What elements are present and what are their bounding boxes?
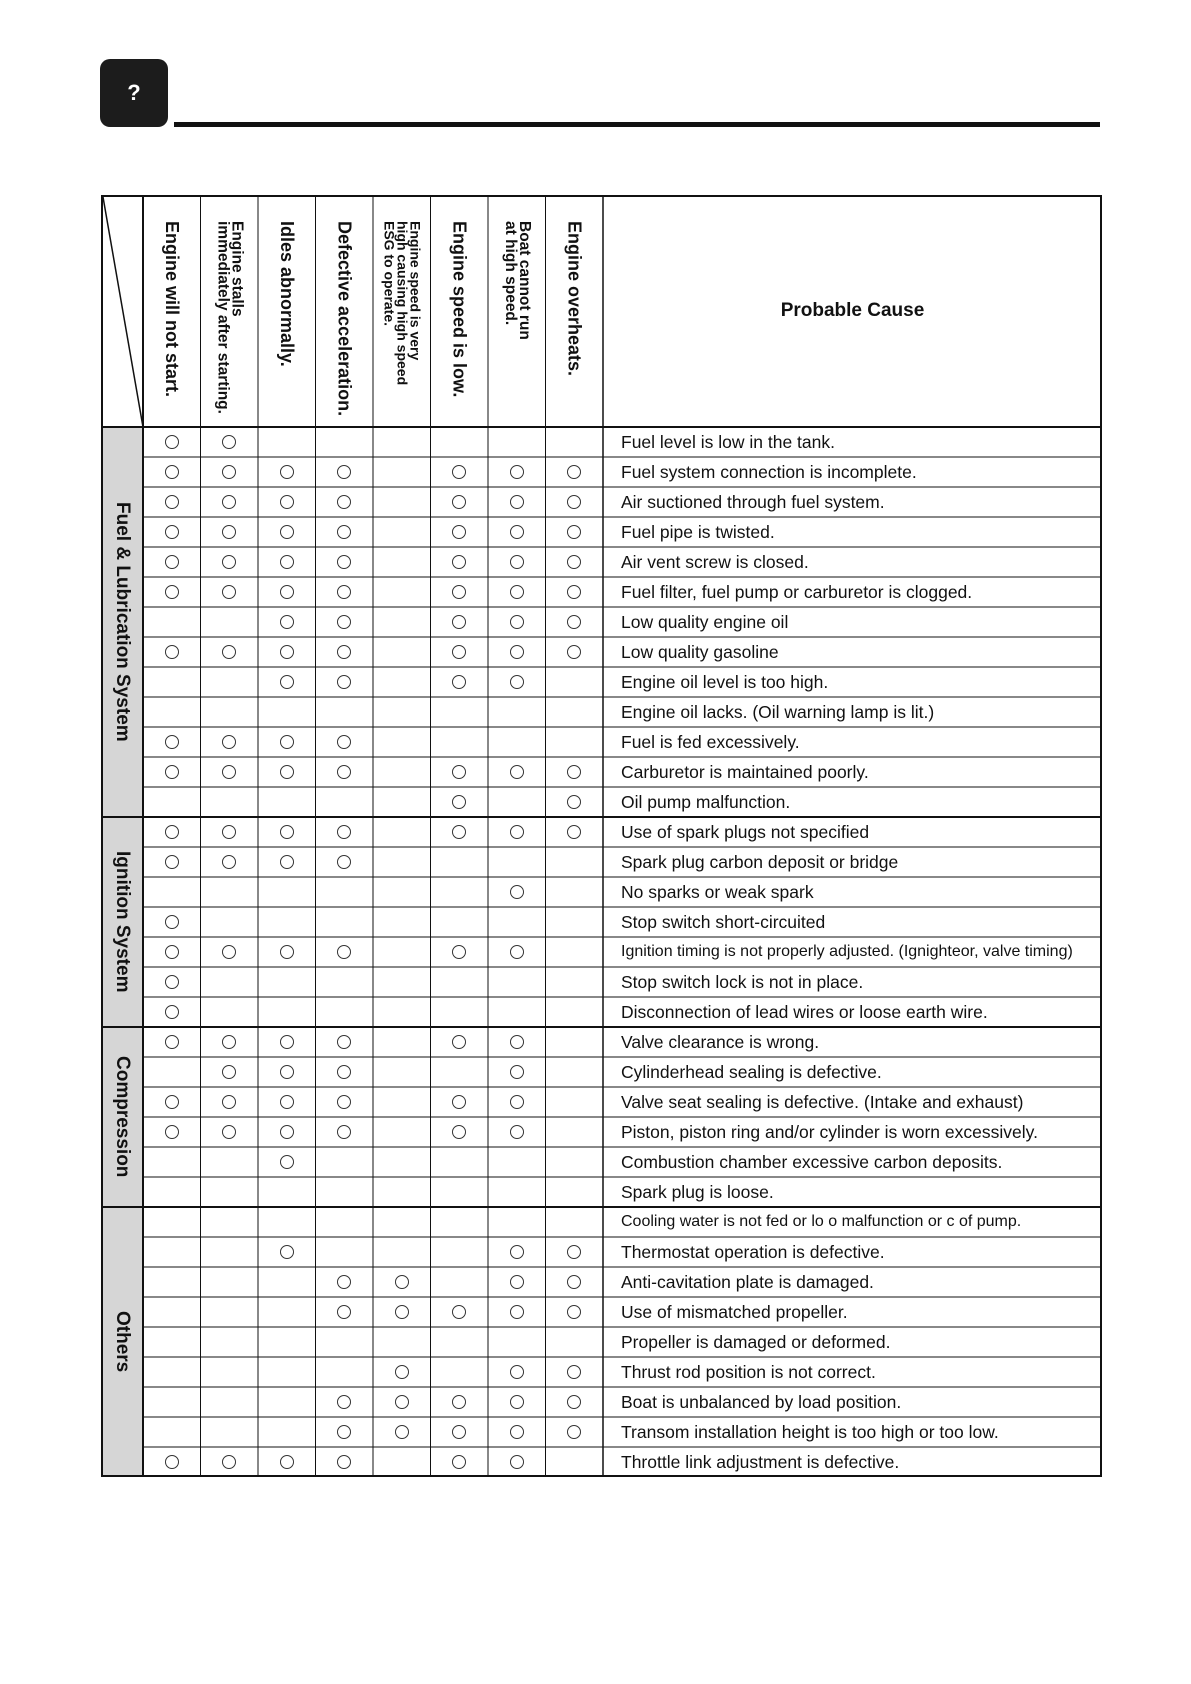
probable-cause-text: Throttle link adjustment is defective. <box>621 1452 900 1472</box>
system-group-label <box>101 817 143 1027</box>
system-group-label <box>101 1207 143 1477</box>
column-header-label: Engine speed is very high causing high speed ESG to operate. <box>381 221 424 386</box>
probable-cause-text: Low quality engine oil <box>621 612 789 632</box>
check-circle-icon <box>165 765 179 779</box>
probable-cause-text: Stop switch lock is not in place. <box>621 972 864 992</box>
check-circle-icon <box>510 585 524 599</box>
column-header-1 <box>143 195 201 427</box>
check-circle-icon <box>280 1455 294 1469</box>
question-mark-icon: ? <box>127 80 141 105</box>
check-circle-icon <box>165 825 179 839</box>
column-header-8 <box>546 195 604 427</box>
check-circle-icon <box>510 1275 524 1289</box>
check-circle-icon <box>510 465 524 479</box>
system-group-name: Others <box>112 1311 133 1373</box>
check-circle-icon <box>165 735 179 749</box>
probable-cause-text: Propeller is damaged or deformed. <box>621 1332 891 1352</box>
check-circle-icon <box>280 525 294 539</box>
check-circle-icon <box>280 675 294 689</box>
probable-cause-text: Fuel filter, fuel pump or carburetor is clogged. <box>621 582 973 602</box>
check-circle-icon <box>165 1035 179 1049</box>
system-group-name: Fuel & Lubrication System <box>112 502 133 742</box>
check-circle-icon <box>280 735 294 749</box>
column-header-label: Engine speed is low. <box>449 221 470 398</box>
probable-cause-text: Valve clearance is wrong. <box>621 1032 820 1052</box>
probable-cause-text: Engine oil level is too high. <box>621 672 829 692</box>
column-header-label: Engine overheats. <box>564 221 585 377</box>
probable-cause-text: Stop switch short-circuited <box>621 912 826 932</box>
check-circle-icon <box>510 1395 524 1409</box>
probable-cause-text: Fuel is fed excessively. <box>621 732 800 752</box>
check-circle-icon <box>165 585 179 599</box>
probable-cause-text: Transom installation height is too high or too low. <box>621 1422 999 1442</box>
probable-cause-text: Air vent screw is closed. <box>621 552 809 572</box>
check-circle-icon <box>510 1065 524 1079</box>
probable-cause-text: Engine oil lacks. (Oil warning lamp is lit.) <box>621 702 935 722</box>
probable-cause-text: Thermostat operation is defective. <box>621 1242 885 1262</box>
check-circle-icon <box>280 585 294 599</box>
probable-cause-text: Carburetor is maintained poorly. <box>621 762 869 782</box>
check-circle-icon <box>165 855 179 869</box>
check-circle-icon <box>510 615 524 629</box>
probable-cause-header: Probable Cause <box>780 300 925 321</box>
probable-cause-text: Combustion chamber excessive carbon deposits. <box>621 1152 1003 1172</box>
probable-cause-text: Air suctioned through fuel system. <box>621 492 885 512</box>
probable-cause-text: Low quality gasoline <box>621 642 779 662</box>
check-circle-icon <box>165 945 179 959</box>
check-circle-icon <box>510 1035 524 1049</box>
check-circle-icon <box>280 1095 294 1109</box>
check-circle-icon <box>510 495 524 509</box>
check-circle-icon <box>510 1455 524 1469</box>
probable-cause-text: Spark plug is loose. <box>621 1182 774 1202</box>
probable-cause-text: Cylinderhead sealing is defective. <box>621 1062 882 1082</box>
check-circle-icon <box>510 885 524 899</box>
check-circle-icon <box>510 945 524 959</box>
column-header-label: Idles abnormally. <box>276 221 297 367</box>
header-rule <box>174 122 1100 127</box>
check-circle-icon <box>280 555 294 569</box>
probable-cause-text: Thrust rod position is not correct. <box>621 1362 876 1382</box>
check-circle-icon <box>280 465 294 479</box>
check-circle-icon <box>165 495 179 509</box>
check-circle-icon <box>165 1095 179 1109</box>
check-circle-icon <box>165 1005 179 1019</box>
probable-cause-text: Use of spark plugs not specified <box>621 822 870 842</box>
check-circle-icon <box>510 1125 524 1139</box>
check-circle-icon <box>395 1275 409 1289</box>
check-circle-icon <box>280 615 294 629</box>
check-circle-icon <box>510 645 524 659</box>
check-circle-icon <box>165 525 179 539</box>
column-header-3 <box>258 195 316 427</box>
column-header-6 <box>431 195 489 427</box>
check-circle-icon <box>510 1365 524 1379</box>
probable-cause-text: Fuel level is low in the tank. <box>621 432 835 452</box>
check-circle-icon <box>510 765 524 779</box>
check-circle-icon <box>280 855 294 869</box>
probable-cause-text: Cooling water is not fed or lo o malfunction or c of pump. <box>621 1213 1022 1230</box>
check-circle-icon <box>510 1245 524 1259</box>
probable-cause-text: Fuel pipe is twisted. <box>621 522 775 542</box>
system-group-label <box>101 1027 143 1207</box>
check-circle-icon <box>165 435 179 449</box>
probable-cause-text: Piston, piston ring and/or cylinder is worn excessively. <box>621 1122 1038 1142</box>
column-header-5 <box>373 195 431 427</box>
check-circle-icon <box>280 1035 294 1049</box>
check-circle-icon <box>165 915 179 929</box>
check-circle-icon <box>280 1125 294 1139</box>
column-header-label: Defective acceleration. <box>334 221 355 417</box>
check-circle-icon <box>510 675 524 689</box>
troubleshooting-table <box>101 195 1102 1490</box>
check-circle-icon <box>280 1065 294 1079</box>
check-circle-icon <box>510 1095 524 1109</box>
check-circle-icon <box>280 825 294 839</box>
probable-cause-text: Valve seat sealing is defective. (Intake and exhaust) <box>621 1092 1024 1112</box>
column-header-label: Boat cannot run at high speed. <box>501 221 533 340</box>
check-circle-icon <box>165 1125 179 1139</box>
system-group-label <box>101 427 143 817</box>
check-circle-icon <box>280 1245 294 1259</box>
check-circle-icon <box>395 1365 409 1379</box>
check-circle-icon <box>165 1455 179 1469</box>
column-header-label: Engine will not start. <box>161 221 182 398</box>
probable-cause-text: Use of mismatched propeller. <box>621 1302 848 1322</box>
check-circle-icon <box>510 525 524 539</box>
page-badge <box>100 59 168 127</box>
check-circle-icon <box>510 1425 524 1439</box>
column-header-2 <box>201 195 259 427</box>
corner-diagonal <box>103 197 143 427</box>
probable-cause-text: Spark plug carbon deposit or bridge <box>621 852 899 872</box>
probable-cause-text: Fuel system connection is incomplete. <box>621 462 917 482</box>
column-header-4 <box>316 195 374 427</box>
check-circle-icon <box>395 1425 409 1439</box>
probable-cause-text: Anti-cavitation plate is damaged. <box>621 1272 874 1292</box>
column-header-label: Engine stalls immediately after starting. <box>214 221 246 414</box>
probable-cause-text: No sparks or weak spark <box>621 882 814 902</box>
check-circle-icon <box>510 1305 524 1319</box>
check-circle-icon <box>165 975 179 989</box>
check-circle-icon <box>395 1395 409 1409</box>
probable-cause-text: Boat is unbalanced by load position. <box>621 1392 902 1412</box>
probable-cause-text: Ignition timing is not properly adjusted. (Ignighteor, valve timing) <box>621 943 1073 960</box>
check-circle-icon <box>395 1305 409 1319</box>
check-circle-icon <box>510 555 524 569</box>
check-circle-icon <box>280 495 294 509</box>
check-circle-icon <box>165 645 179 659</box>
check-circle-icon <box>280 645 294 659</box>
column-header-7 <box>488 195 546 427</box>
system-group-name: Compression <box>112 1056 133 1178</box>
check-circle-icon <box>165 555 179 569</box>
check-circle-icon <box>280 945 294 959</box>
probable-cause-text: Oil pump malfunction. <box>621 792 791 812</box>
probable-cause-text: Disconnection of lead wires or loose earth wire. <box>621 1002 988 1022</box>
check-circle-icon <box>510 825 524 839</box>
check-circle-icon <box>165 465 179 479</box>
check-circle-icon <box>280 765 294 779</box>
check-circle-icon <box>280 1155 294 1169</box>
system-group-name: Ignition System <box>112 851 133 993</box>
